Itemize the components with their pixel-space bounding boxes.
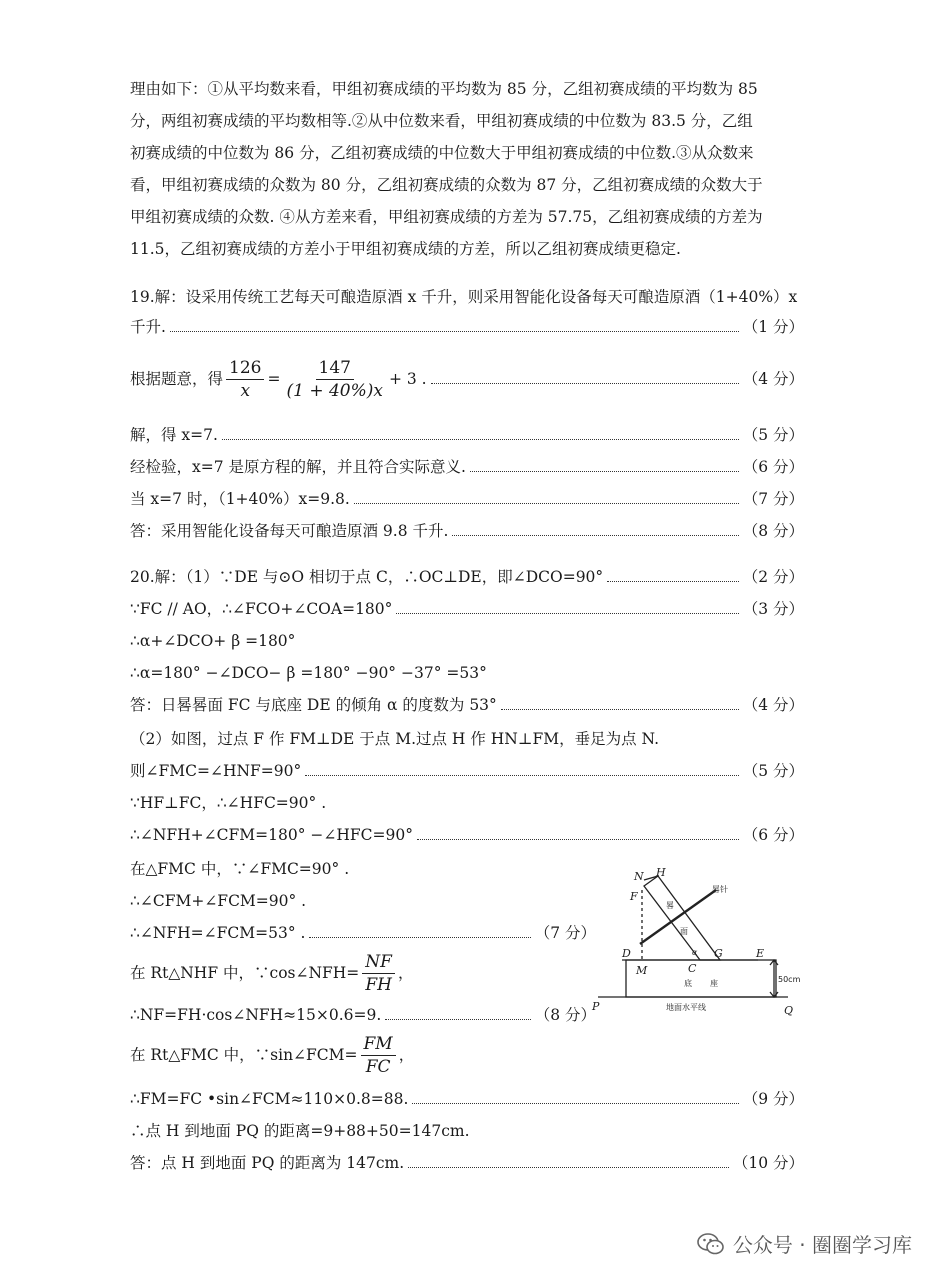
intro-line-1: 理由如下：①从平均数来看，甲组初赛成绩的平均数为 85 分，乙组初赛成绩的平均数为 85: [130, 80, 758, 98]
label-e: E: [756, 947, 765, 960]
q19-line-1: 19.解：设采用传统工艺每天可酿造原酒 x 千升，则采用智能化设备每天可酿造原酒（1+40%）x: [130, 288, 798, 306]
q20-answer: 答：点 H 到地面 PQ 的距离为 147cm. （10 分）: [130, 1154, 804, 1172]
label-p: P: [592, 1000, 600, 1013]
q20-cos-line: 在 Rt△NHF 中，∵cos∠NFH= $\frac{NF}{FH}$ ，: [130, 951, 414, 995]
label-50cm: 50cm: [778, 975, 801, 984]
label-base-1: 底: [684, 979, 692, 988]
label-q: Q: [784, 1004, 794, 1017]
label-f: F: [630, 890, 638, 903]
intro-line-4: 看，甲组初赛成绩的众数为 80 分，乙组初赛成绩的众数为 87 分，乙组初赛成绩的众数大于: [130, 176, 763, 194]
q20-line-7: 则∠FMC=∠HNF=90° （5 分）: [130, 762, 804, 780]
q20-line-10: 在△FMC 中，∵∠FMC=90° .: [130, 860, 350, 878]
label-alpha: α: [692, 948, 698, 957]
fraction-nf-fh: $\frac{NF}{FH}$: [362, 951, 395, 996]
q20-sin-line: 在 Rt△FMC 中，∵sin∠FCM= $\frac{FM}{FC}$ ，: [130, 1033, 415, 1077]
label-d: D: [622, 947, 631, 960]
q20-line-9: ∴∠NFH+∠CFM=180° −∠HFC=90° （6 分）: [130, 826, 804, 844]
wechat-icon: [697, 1232, 725, 1256]
watermark: [697, 1229, 912, 1258]
q19-line-5: 经检验，x=7 是原方程的解，并且符合实际意义. （6 分）: [130, 458, 804, 476]
gnomon: [640, 890, 716, 944]
label-base-2: 座: [710, 979, 718, 988]
q20-line-2: ∵FC // AO，∴∠FCO+∠COA=180° （3 分）: [130, 600, 804, 618]
intro-line-6: 11.5，乙组初赛成绩的方差小于甲组初赛成绩的方差，所以乙组初赛成绩更稳定.: [130, 240, 681, 258]
q20-line-6: （2）如图，过点 F 作 FM⊥DE 于点 M.过点 H 作 HN⊥FM，垂足为点 N.: [130, 730, 659, 748]
q19-answer: 答：采用智能化设备每天可酿造原酒 9.8 千升. （8 分）: [130, 522, 804, 540]
sundial-diagram: [588, 862, 818, 1022]
intro-line-2: 分，两组初赛成绩的平均数相等.②从中位数来看，甲组初赛成绩的中位数为 83.5 分，乙组: [130, 112, 753, 130]
label-n: N: [634, 870, 644, 883]
fraction-147: $\frac{147}{(1 + 40\%)x}$: [286, 357, 383, 401]
label-g: G: [714, 947, 723, 960]
label-m: M: [636, 964, 648, 977]
base-rect: [626, 960, 776, 997]
label-ground: 地面水平线: [666, 1003, 706, 1012]
intro-line-5: 甲组初赛成绩的众数. ④从方差来看，甲组初赛成绩的方差为 57.75，乙组初赛成绩的方差为: [130, 208, 763, 226]
q19-line-2: 千升. （1 分）: [130, 318, 804, 336]
q20-line-3: ∴α+∠DCO+ β =180°: [130, 632, 296, 650]
q20-line-4: ∴α=180° −∠DCO− β =180° −90° −37° =53°: [130, 664, 487, 682]
q20-line-16: ∴FM=FC •sin∠FCM≈110×0.8=88. （9 分）: [130, 1090, 804, 1108]
q19-line-6: 当 x=7 时，（1+40%）x=9.8. （7 分）: [130, 490, 804, 508]
label-face-1: 晷: [666, 901, 674, 910]
q20-line-17: ∴点 H 到地面 PQ 的距离=9+88+50=147cm.: [130, 1122, 470, 1140]
fraction-126-x: $\frac{126}{x}$: [226, 357, 264, 402]
watermark-text: 公众号 · 圈圈学习库: [732, 1233, 912, 1257]
intro-line-3: 初赛成绩的中位数为 86 分，乙组初赛成绩的中位数大于甲组初赛成绩的中位数.③从众数来: [130, 144, 754, 162]
sundial-face: [644, 876, 720, 960]
q20-line-11: ∴∠CFM+∠FCM=90° .: [130, 892, 307, 910]
q20-line-12: ∴∠NFH=∠FCM=53° . （7 分）: [130, 924, 596, 942]
q19-equation-line: 根据题意，得 $\frac{126}{x}$ = $\frac{147}{(1 + 40\%)x}$ + 3 . （4 分）: [130, 357, 804, 401]
q20-line-8: ∵HF⊥FC，∴∠HFC=90° .: [130, 794, 327, 812]
q20-line-5: 答：日晷晷面 FC 与底座 DE 的倾角 α 的度数为 53° （4 分）: [130, 696, 804, 714]
q20-line-1: 20.解：（1）∵DE 与⊙O 相切于点 C，∴OC⊥DE，即∠DCO=90° （2 分）: [130, 568, 804, 586]
label-h: H: [656, 866, 666, 879]
label-face-2: 面: [680, 927, 688, 936]
label-c: C: [688, 962, 697, 975]
fraction-fm-fc: $\frac{FM}{FC}$: [361, 1033, 396, 1078]
label-gnomon: 晷针: [712, 885, 728, 894]
q19-line-4: 解，得 x=7. （5 分）: [130, 426, 804, 444]
q20-line-14: ∴NF=FH·cos∠NFH≈15×0.6=9. （8 分）: [130, 1006, 596, 1024]
